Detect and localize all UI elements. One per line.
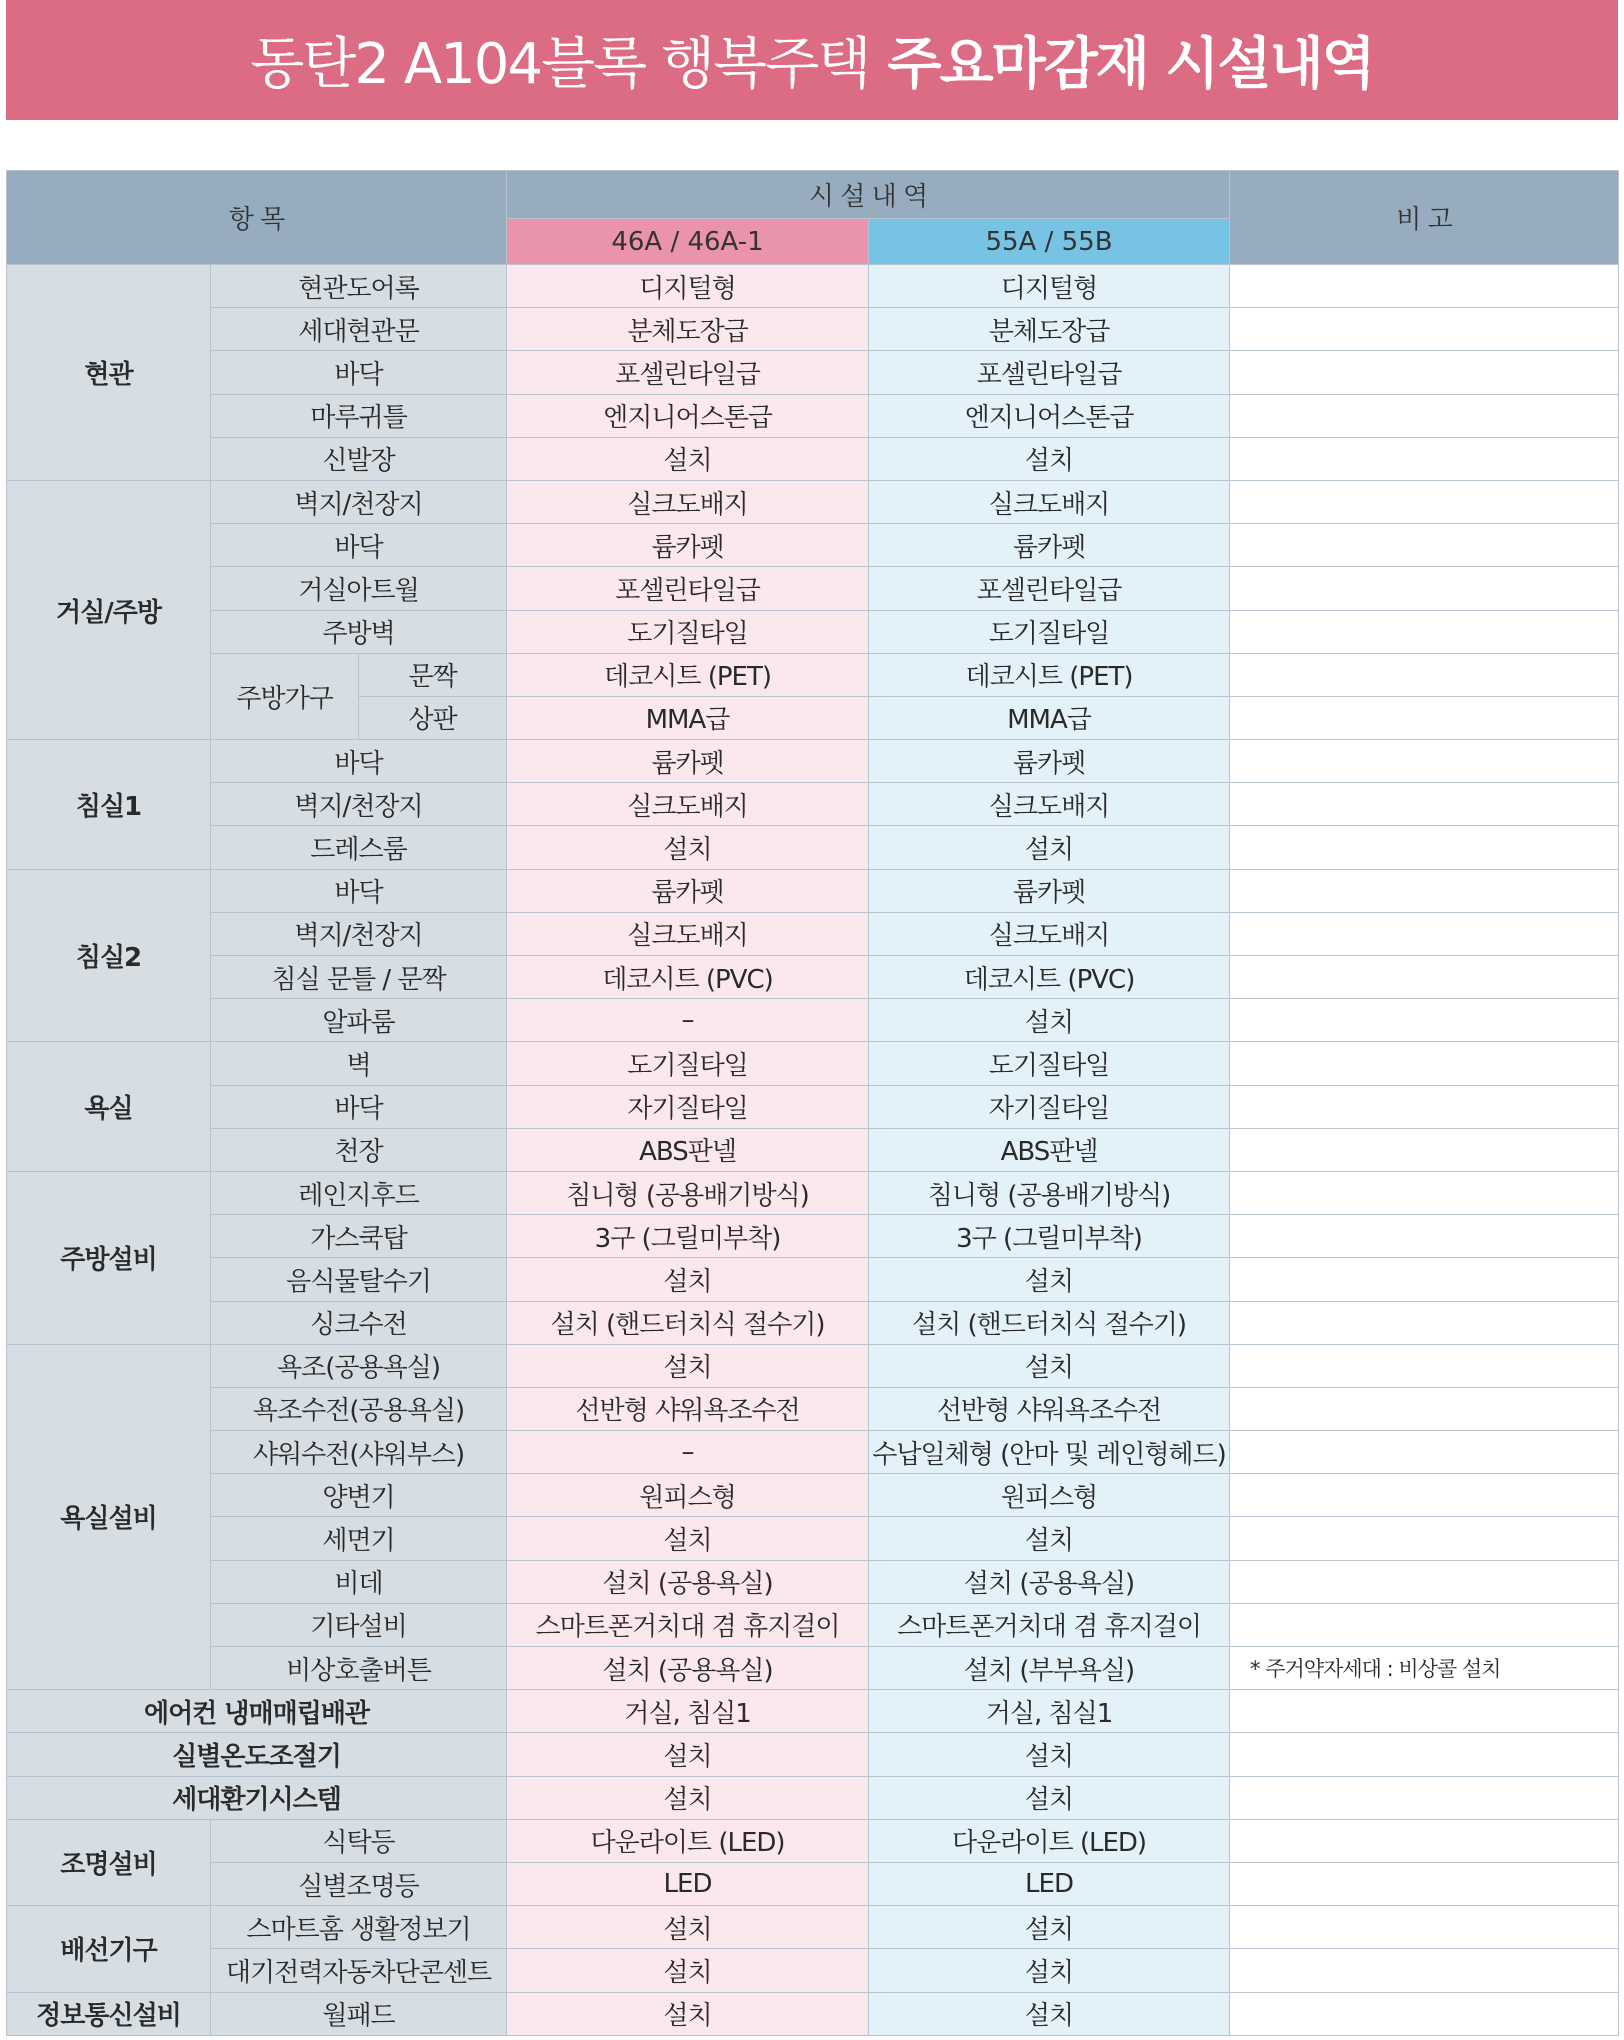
table-row	[7, 1560, 1619, 1603]
title-light: 동탄2 A104블록 행복주택	[250, 32, 870, 97]
header-item: 항 목	[7, 171, 507, 265]
cell-type-a: –	[507, 1431, 869, 1474]
cell-type-b: 륨카펫	[869, 524, 1230, 567]
cell-note	[1230, 1171, 1619, 1214]
table-row	[7, 480, 1619, 523]
table-row	[7, 351, 1619, 394]
row-item-label: 레인지후드	[211, 1171, 507, 1214]
cell-note	[1230, 1301, 1619, 1344]
table-row	[7, 1474, 1619, 1517]
cell-type-b: 다운라이트 (LED)	[869, 1819, 1230, 1862]
row-group-label: 침실1	[7, 740, 211, 870]
cell-note	[1230, 437, 1619, 480]
table-row	[7, 524, 1619, 567]
title-bold: 주요마감재 시설내역	[887, 32, 1374, 97]
row-group-label: 욕실설비	[7, 1344, 211, 1690]
cell-type-a: 륨카펫	[507, 740, 869, 783]
row-item-label: 신발장	[211, 437, 507, 480]
row-group-label: 주방설비	[7, 1171, 211, 1344]
cell-type-a: 설치	[507, 1258, 869, 1301]
row-item-label: 바닥	[211, 740, 507, 783]
cell-type-b: 데코시트 (PVC)	[869, 956, 1230, 999]
cell-type-b: 실크도배지	[869, 480, 1230, 523]
row-item-label: 알파룸	[211, 999, 507, 1042]
cell-type-a: 설치 (공용욕실)	[507, 1560, 869, 1603]
cell-note	[1230, 1819, 1619, 1862]
row-item-label: 세대현관문	[211, 308, 507, 351]
row-item-label: 바닥	[211, 351, 507, 394]
table-row	[7, 1301, 1619, 1344]
row-item-label: 벽지/천장지	[211, 912, 507, 955]
cell-type-b: 설치	[869, 437, 1230, 480]
row-item-label: 주방벽	[211, 610, 507, 653]
cell-note	[1230, 1949, 1619, 1992]
table-row	[7, 1949, 1619, 1992]
cell-type-b: 설치	[869, 826, 1230, 869]
cell-type-a: 선반형 샤워욕조수전	[507, 1387, 869, 1430]
header-facility: 시 설 내 역	[507, 171, 1230, 219]
cell-type-b: 설치	[869, 1733, 1230, 1776]
table-row	[7, 956, 1619, 999]
cell-note	[1230, 1042, 1619, 1085]
cell-type-a: 실크도배지	[507, 480, 869, 523]
cell-note	[1230, 1431, 1619, 1474]
cell-note	[1230, 1128, 1619, 1171]
header-type-b: 55A / 55B	[869, 219, 1230, 265]
cell-type-b: 설치	[869, 1906, 1230, 1949]
cell-note	[1230, 696, 1619, 739]
cell-note	[1230, 740, 1619, 783]
cell-type-b: 디지털형	[869, 265, 1230, 308]
cell-type-b: 륨카펫	[869, 740, 1230, 783]
cell-type-b: 원피스형	[869, 1474, 1230, 1517]
row-item-label: 벽지/천장지	[211, 480, 507, 523]
cell-type-b: 설치	[869, 1992, 1230, 2035]
cell-note: * 주거약자세대 : 비상콜 설치	[1230, 1647, 1619, 1690]
row-item-label: 벽지/천장지	[211, 783, 507, 826]
cell-type-a: 포셀린타일급	[507, 567, 869, 610]
cell-type-b: 설치 (핸드터치식 절수기)	[869, 1301, 1230, 1344]
row-item-label: 월패드	[211, 1992, 507, 2035]
cell-type-a: 분체도장급	[507, 308, 869, 351]
table-row	[7, 740, 1619, 783]
row-group-label: 조명설비	[7, 1819, 211, 1905]
cell-type-b: 거실, 침실1	[869, 1690, 1230, 1733]
table-row	[7, 567, 1619, 610]
cell-note	[1230, 783, 1619, 826]
row-item-label: 욕조수전(공용욕실)	[211, 1387, 507, 1430]
cell-type-a: 도기질타일	[507, 1042, 869, 1085]
row-group-label: 침실2	[7, 869, 211, 1042]
cell-note	[1230, 1474, 1619, 1517]
cell-type-b: 수납일체형 (안마 및 레인형헤드)	[869, 1431, 1230, 1474]
cell-type-a: 포셀린타일급	[507, 351, 869, 394]
cell-note	[1230, 1690, 1619, 1733]
cell-type-a: 륨카펫	[507, 869, 869, 912]
table-body	[7, 265, 1619, 2036]
table-row	[7, 308, 1619, 351]
row-item-label: 바닥	[211, 524, 507, 567]
row-item-label: 거실아트월	[211, 567, 507, 610]
row-item-label: 기타설비	[211, 1603, 507, 1646]
cell-type-b: 설치	[869, 1776, 1230, 1819]
table-row	[7, 1215, 1619, 1258]
cell-note	[1230, 567, 1619, 610]
cell-type-b: 선반형 샤워욕조수전	[869, 1387, 1230, 1430]
cell-note	[1230, 610, 1619, 653]
table-row	[7, 1344, 1619, 1387]
cell-note	[1230, 1776, 1619, 1819]
cell-type-a: 륨카펫	[507, 524, 869, 567]
cell-type-a: –	[507, 999, 869, 1042]
row-item-label: 바닥	[211, 1085, 507, 1128]
cell-type-b: 실크도배지	[869, 912, 1230, 955]
cell-type-b: 설치 (부부욕실)	[869, 1647, 1230, 1690]
row-item-label: 현관도어록	[211, 265, 507, 308]
table-row	[7, 1733, 1619, 1776]
table-row	[7, 1387, 1619, 1430]
table-row	[7, 1431, 1619, 1474]
cell-note	[1230, 912, 1619, 955]
cell-type-b: 설치	[869, 1344, 1230, 1387]
cell-type-b: 륨카펫	[869, 869, 1230, 912]
cell-type-a: 데코시트 (PVC)	[507, 956, 869, 999]
cell-type-a: 설치	[507, 1344, 869, 1387]
cell-note	[1230, 999, 1619, 1042]
cell-type-a: LED	[507, 1862, 869, 1905]
table-row	[7, 1128, 1619, 1171]
row-item-label: 비데	[211, 1560, 507, 1603]
cell-type-b: 분체도장급	[869, 308, 1230, 351]
cell-type-b: 엔지니어스톤급	[869, 394, 1230, 437]
row-item-label: 싱크수전	[211, 1301, 507, 1344]
cell-type-b: 자기질타일	[869, 1085, 1230, 1128]
cell-type-b: 설치	[869, 1517, 1230, 1560]
row-item-label: 실별조명등	[211, 1862, 507, 1905]
cell-note	[1230, 1992, 1619, 2035]
cell-type-b: 설치	[869, 999, 1230, 1042]
cell-type-a: 침니형 (공용배기방식)	[507, 1171, 869, 1214]
row-item-label: 대기전력자동차단콘센트	[211, 1949, 507, 1992]
row-item-label: 가스쿡탑	[211, 1215, 507, 1258]
table-row	[7, 783, 1619, 826]
cell-note	[1230, 956, 1619, 999]
table-row	[7, 1258, 1619, 1301]
cell-note	[1230, 480, 1619, 523]
table-row	[7, 394, 1619, 437]
cell-type-a: 엔지니어스톤급	[507, 394, 869, 437]
cell-type-a: 설치 (핸드터치식 절수기)	[507, 1301, 869, 1344]
row-item-label: 비상호출버튼	[211, 1647, 507, 1690]
cell-note	[1230, 869, 1619, 912]
row-item-label: 세면기	[211, 1517, 507, 1560]
cell-type-a: 도기질타일	[507, 610, 869, 653]
table-row	[7, 1647, 1619, 1690]
row-subitem-label: 상판	[359, 696, 507, 739]
cell-type-a: 데코시트 (PET)	[507, 653, 869, 696]
table-row	[7, 1862, 1619, 1905]
cell-type-b: LED	[869, 1862, 1230, 1905]
row-group-label: 실별온도조절기	[7, 1733, 507, 1776]
cell-type-a: 설치	[507, 437, 869, 480]
cell-type-a: 설치	[507, 1776, 869, 1819]
cell-note	[1230, 1733, 1619, 1776]
row-item-label: 음식물탈수기	[211, 1258, 507, 1301]
row-group-label: 정보통신설비	[7, 1992, 211, 2035]
cell-type-b: 포셀린타일급	[869, 351, 1230, 394]
row-item-label: 식탁등	[211, 1819, 507, 1862]
spec-table	[6, 170, 1619, 2036]
table-row	[7, 912, 1619, 955]
cell-type-b: 포셀린타일급	[869, 567, 1230, 610]
cell-type-a: 설치	[507, 1949, 869, 1992]
row-item-label: 천장	[211, 1128, 507, 1171]
cell-type-b: 설치	[869, 1258, 1230, 1301]
cell-type-a: 원피스형	[507, 1474, 869, 1517]
cell-type-b: ABS판넬	[869, 1128, 1230, 1171]
cell-note	[1230, 1603, 1619, 1646]
cell-note	[1230, 1862, 1619, 1905]
table-header	[7, 171, 1619, 265]
table-row	[7, 1819, 1619, 1862]
table-row	[7, 437, 1619, 480]
cell-type-a: ABS판넬	[507, 1128, 869, 1171]
title-banner	[6, 0, 1618, 120]
cell-type-b: 3구 (그릴미부착)	[869, 1215, 1230, 1258]
table-row	[7, 1171, 1619, 1214]
cell-type-a: 설치	[507, 1733, 869, 1776]
cell-type-a: 설치	[507, 1906, 869, 1949]
cell-type-b: 설치	[869, 1949, 1230, 1992]
cell-type-b: 침니형 (공용배기방식)	[869, 1171, 1230, 1214]
row-item-label: 드레스룸	[211, 826, 507, 869]
table-row	[7, 999, 1619, 1042]
cell-note	[1230, 524, 1619, 567]
cell-note	[1230, 1258, 1619, 1301]
table-row	[7, 265, 1619, 308]
header-type-a: 46A / 46A-1	[507, 219, 869, 265]
row-item-label: 양변기	[211, 1474, 507, 1517]
cell-type-a: 실크도배지	[507, 912, 869, 955]
row-item-label: 침실 문틀 / 문짝	[211, 956, 507, 999]
row-item-label: 마루귀틀	[211, 394, 507, 437]
cell-note	[1230, 394, 1619, 437]
table-row	[7, 826, 1619, 869]
cell-type-a: MMA급	[507, 696, 869, 739]
cell-type-b: 실크도배지	[869, 783, 1230, 826]
table-row	[7, 1603, 1619, 1646]
header-note: 비 고	[1230, 171, 1619, 265]
table-row	[7, 1906, 1619, 1949]
table-row	[7, 1517, 1619, 1560]
row-group-label: 거실/주방	[7, 480, 211, 739]
cell-type-a: 디지털형	[507, 265, 869, 308]
row-group-label: 에어컨 냉매매립배관	[7, 1690, 507, 1733]
cell-type-b: 스마트폰거치대 겸 휴지걸이	[869, 1603, 1230, 1646]
table-row	[7, 1992, 1619, 2035]
row-group-label: 세대환기시스템	[7, 1776, 507, 1819]
cell-note	[1230, 308, 1619, 351]
cell-type-a: 다운라이트 (LED)	[507, 1819, 869, 1862]
cell-note	[1230, 1517, 1619, 1560]
cell-type-b: 데코시트 (PET)	[869, 653, 1230, 696]
cell-type-a: 3구 (그릴미부착)	[507, 1215, 869, 1258]
cell-note	[1230, 265, 1619, 308]
row-item-label: 바닥	[211, 869, 507, 912]
cell-note	[1230, 653, 1619, 696]
cell-note	[1230, 1387, 1619, 1430]
cell-note	[1230, 1085, 1619, 1128]
cell-type-a: 자기질타일	[507, 1085, 869, 1128]
table-row	[7, 869, 1619, 912]
cell-note	[1230, 1906, 1619, 1949]
row-subitem-label: 문짝	[359, 653, 507, 696]
table-row	[7, 610, 1619, 653]
table-row	[7, 653, 1619, 696]
row-item-label: 욕조(공용욕실)	[211, 1344, 507, 1387]
cell-type-b: 설치 (공용욕실)	[869, 1560, 1230, 1603]
row-item-label: 샤워수전(샤워부스)	[211, 1431, 507, 1474]
table-row	[7, 1776, 1619, 1819]
cell-type-a: 거실, 침실1	[507, 1690, 869, 1733]
row-item-label: 스마트홈 생활정보기	[211, 1906, 507, 1949]
cell-type-a: 설치 (공용욕실)	[507, 1647, 869, 1690]
cell-type-a: 설치	[507, 826, 869, 869]
table-row	[7, 1085, 1619, 1128]
cell-type-a: 실크도배지	[507, 783, 869, 826]
cell-type-b: 도기질타일	[869, 610, 1230, 653]
cell-type-b: 도기질타일	[869, 1042, 1230, 1085]
cell-note	[1230, 1560, 1619, 1603]
table-row	[7, 1042, 1619, 1085]
cell-note	[1230, 826, 1619, 869]
cell-note	[1230, 351, 1619, 394]
row-item-label: 주방가구	[211, 653, 359, 739]
cell-note	[1230, 1215, 1619, 1258]
cell-type-a: 스마트폰거치대 겸 휴지걸이	[507, 1603, 869, 1646]
table-row	[7, 1690, 1619, 1733]
row-group-label: 욕실	[7, 1042, 211, 1172]
row-group-label: 현관	[7, 265, 211, 481]
cell-type-a: 설치	[507, 1992, 869, 2035]
cell-type-a: 설치	[507, 1517, 869, 1560]
row-item-label: 벽	[211, 1042, 507, 1085]
cell-note	[1230, 1344, 1619, 1387]
row-group-label: 배선기구	[7, 1906, 211, 1992]
cell-type-b: MMA급	[869, 696, 1230, 739]
